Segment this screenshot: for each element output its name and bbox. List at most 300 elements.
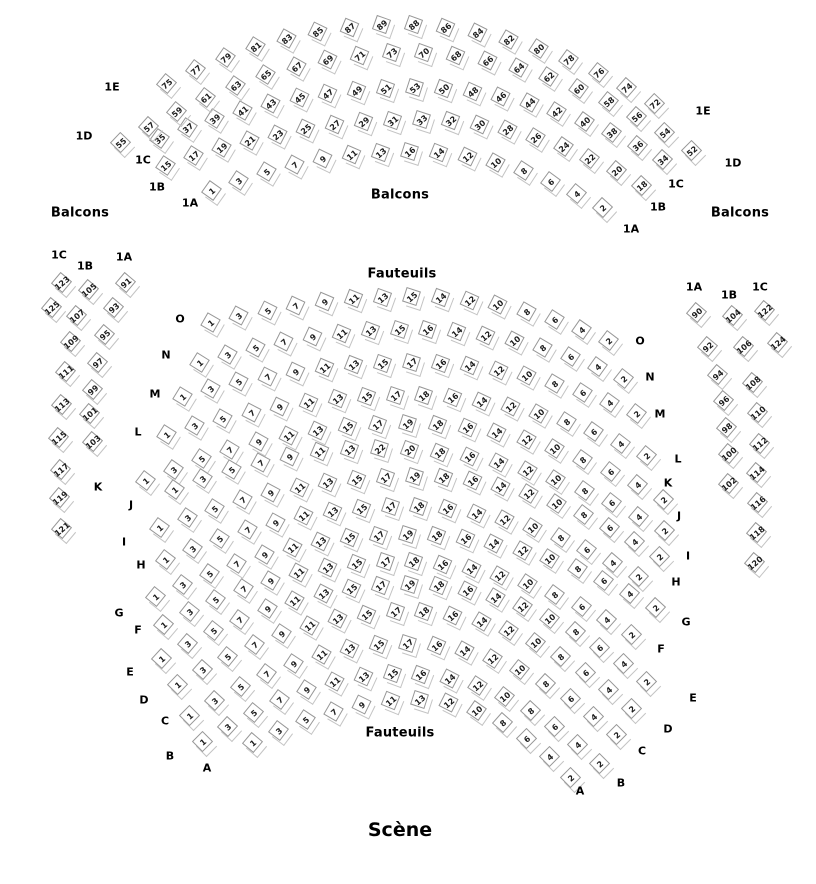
seat-side-right-1A-92[interactable] <box>700 339 716 355</box>
seat-orchestra-D-10[interactable] <box>528 635 544 651</box>
seat-orchestra-C-12[interactable] <box>485 651 501 667</box>
seat-orchestra-H-15[interactable] <box>354 501 370 517</box>
seat-balcony-1D-52[interactable] <box>684 143 700 159</box>
seat-orchestra-F-2[interactable] <box>624 627 640 643</box>
seat-orchestra-F-15[interactable] <box>349 556 365 572</box>
seat-orchestra-B-5[interactable] <box>246 705 262 721</box>
seat-orchestra-L-4[interactable] <box>613 436 629 452</box>
seat-balcony-1D-71[interactable] <box>352 48 368 64</box>
seat-balcony-1A-6[interactable] <box>543 174 559 190</box>
seat-orchestra-E-4[interactable] <box>616 656 632 672</box>
seat-side-right-1A-90[interactable] <box>689 305 705 321</box>
seat-orchestra-A-8[interactable] <box>495 715 511 731</box>
seat-orchestra-N-10[interactable] <box>507 333 523 349</box>
seat-orchestra-J-14[interactable] <box>491 455 507 471</box>
seat-orchestra-K-8[interactable] <box>575 452 591 468</box>
seat-orchestra-C-14[interactable] <box>457 643 473 659</box>
seat-balcony-1B-28[interactable] <box>500 122 516 138</box>
seat-balcony-1E-85[interactable] <box>310 24 326 40</box>
seat-balcony-1A-9[interactable] <box>315 151 331 167</box>
seat-orchestra-C-7[interactable] <box>259 666 275 682</box>
seat-balcony-1A-5[interactable] <box>259 164 275 180</box>
seat-orchestra-C-6[interactable] <box>563 691 579 707</box>
seat-orchestra-D-8[interactable] <box>553 649 569 665</box>
seat-side-left-1B-115[interactable] <box>51 430 67 446</box>
seat-balcony-1D-62[interactable] <box>541 69 557 85</box>
seat-orchestra-B-1[interactable] <box>195 734 211 750</box>
seat-orchestra-I-16[interactable] <box>465 473 481 489</box>
seat-orchestra-B-3[interactable] <box>220 719 236 735</box>
seat-side-left-1A-93[interactable] <box>106 300 122 316</box>
seat-orchestra-C-9[interactable] <box>286 656 302 672</box>
seat-orchestra-N-5[interactable] <box>248 340 264 356</box>
seat-orchestra-E-3[interactable] <box>180 636 196 652</box>
seat-orchestra-L-15[interactable] <box>359 389 375 405</box>
seat-orchestra-M-14[interactable] <box>462 358 478 374</box>
seat-orchestra-J-4[interactable] <box>631 509 647 525</box>
seat-orchestra-L-7[interactable] <box>244 405 260 421</box>
seat-orchestra-O-4[interactable] <box>574 322 590 338</box>
seat-orchestra-D-1[interactable] <box>170 677 186 693</box>
seat-balcony-1D-56[interactable] <box>629 109 645 125</box>
seat-orchestra-E-19[interactable] <box>402 577 418 593</box>
seat-balcony-1D-69[interactable] <box>320 52 336 68</box>
seat-side-left-1A-103[interactable] <box>85 434 101 450</box>
seat-orchestra-E-12[interactable] <box>515 599 531 615</box>
seat-orchestra-L-14[interactable] <box>474 394 490 410</box>
seat-orchestra-A-10[interactable] <box>469 703 485 719</box>
seat-orchestra-I-9[interactable] <box>263 485 279 501</box>
seat-orchestra-G-3[interactable] <box>175 577 191 593</box>
seat-orchestra-H-10[interactable] <box>525 520 541 536</box>
seat-orchestra-K-7[interactable] <box>222 442 238 458</box>
seat-orchestra-I-15[interactable] <box>349 472 365 488</box>
seat-balcony-1E-86[interactable] <box>438 20 454 36</box>
seat-orchestra-H-12[interactable] <box>497 512 513 528</box>
seat-orchestra-F-6[interactable] <box>574 599 590 615</box>
seat-orchestra-L-12[interactable] <box>503 399 519 415</box>
seat-side-left-1C-125[interactable] <box>44 300 60 316</box>
seat-orchestra-J-9[interactable] <box>282 449 298 465</box>
seat-orchestra-E-16[interactable] <box>460 583 476 599</box>
seat-orchestra-F-18[interactable] <box>406 554 422 570</box>
seat-orchestra-B-10[interactable] <box>497 689 513 705</box>
seat-orchestra-D-5[interactable] <box>220 649 236 665</box>
seat-balcony-1D-68[interactable] <box>448 48 464 64</box>
seat-side-left-1B-107[interactable] <box>69 308 85 324</box>
seat-balcony-1A-14[interactable] <box>431 145 447 161</box>
seat-balcony-1D-57[interactable] <box>141 119 157 135</box>
seat-balcony-1D-55[interactable] <box>113 135 129 151</box>
seat-orchestra-B-15[interactable] <box>385 666 401 682</box>
seat-orchestra-K-13[interactable] <box>310 423 326 439</box>
seat-orchestra-K-6[interactable] <box>603 464 619 480</box>
seat-orchestra-D-4[interactable] <box>601 682 617 698</box>
seat-side-right-1B-110[interactable] <box>750 405 766 421</box>
seat-orchestra-K-5[interactable] <box>194 451 210 467</box>
seat-orchestra-A-12[interactable] <box>441 695 457 711</box>
seat-orchestra-N-16[interactable] <box>420 322 436 338</box>
seat-side-left-1B-111[interactable] <box>58 364 74 380</box>
seat-side-left-1A-97[interactable] <box>90 355 106 371</box>
seat-orchestra-K-15[interactable] <box>340 419 356 435</box>
seat-orchestra-M-2[interactable] <box>629 406 645 422</box>
seat-orchestra-O-13[interactable] <box>375 290 391 306</box>
seat-orchestra-M-13[interactable] <box>346 357 362 373</box>
seat-side-left-1B-117[interactable] <box>53 462 69 478</box>
seat-orchestra-N-2[interactable] <box>616 371 632 387</box>
seat-orchestra-F-3[interactable] <box>182 604 198 620</box>
seat-orchestra-N-7[interactable] <box>276 334 292 350</box>
seat-orchestra-C-13[interactable] <box>342 641 358 657</box>
seat-side-left-1C-123[interactable] <box>54 275 70 291</box>
seat-orchestra-G-2[interactable] <box>648 600 664 616</box>
seat-orchestra-J-7[interactable] <box>253 455 269 471</box>
seat-orchestra-J-10[interactable] <box>548 472 564 488</box>
seat-orchestra-G-9[interactable] <box>257 547 273 563</box>
seat-orchestra-J-18[interactable] <box>432 445 448 461</box>
seat-balcony-1C-47[interactable] <box>320 86 336 102</box>
seat-orchestra-N-13[interactable] <box>363 323 379 339</box>
seat-orchestra-I-11[interactable] <box>292 480 308 496</box>
seat-orchestra-A-4[interactable] <box>542 749 558 765</box>
seat-orchestra-J-22[interactable] <box>372 441 388 457</box>
seat-orchestra-G-12[interactable] <box>515 543 531 559</box>
seat-orchestra-H-14[interactable] <box>469 506 485 522</box>
seat-orchestra-O-5[interactable] <box>260 303 276 319</box>
seat-orchestra-K-4[interactable] <box>630 477 646 493</box>
seat-orchestra-F-8[interactable] <box>547 587 563 603</box>
seat-orchestra-J-2[interactable] <box>657 523 673 539</box>
seat-orchestra-M-3[interactable] <box>203 381 219 397</box>
seat-orchestra-C-16[interactable] <box>429 638 445 654</box>
seat-orchestra-N-12[interactable] <box>478 328 494 344</box>
seat-side-left-1A-95[interactable] <box>97 327 113 343</box>
seat-orchestra-F-9[interactable] <box>263 573 279 589</box>
seat-orchestra-J-16[interactable] <box>462 449 478 465</box>
seat-orchestra-E-2[interactable] <box>639 674 655 690</box>
seat-orchestra-M-4[interactable] <box>602 395 618 411</box>
seat-orchestra-M-15[interactable] <box>375 356 391 372</box>
seat-balcony-1D-66[interactable] <box>480 53 496 69</box>
seat-orchestra-E-1[interactable] <box>154 651 170 667</box>
seat-orchestra-I-3[interactable] <box>180 510 196 526</box>
seat-orchestra-B-4[interactable] <box>570 737 586 753</box>
seat-balcony-1E-81[interactable] <box>248 39 264 55</box>
seat-orchestra-D-15[interactable] <box>359 607 375 623</box>
seat-orchestra-K-3[interactable] <box>166 462 182 478</box>
seat-side-right-1A-96[interactable] <box>716 393 732 409</box>
seat-orchestra-E-7[interactable] <box>232 612 248 628</box>
seat-side-right-1A-94[interactable] <box>710 367 726 383</box>
seat-side-left-1B-121[interactable] <box>54 521 70 537</box>
seat-orchestra-I-8[interactable] <box>576 507 592 523</box>
seat-orchestra-O-15[interactable] <box>404 289 420 305</box>
seat-orchestra-I-7[interactable] <box>235 492 251 508</box>
seat-orchestra-H-1[interactable] <box>158 552 174 568</box>
seat-orchestra-G-16[interactable] <box>458 531 474 547</box>
seat-orchestra-O-6[interactable] <box>547 312 563 328</box>
seat-orchestra-I-2[interactable] <box>652 549 668 565</box>
seat-orchestra-K-2[interactable] <box>656 492 672 508</box>
seat-balcony-1D-63[interactable] <box>228 78 244 94</box>
seat-orchestra-A-5[interactable] <box>298 712 314 728</box>
seat-orchestra-D-17[interactable] <box>388 604 404 620</box>
seat-balcony-1C-45[interactable] <box>292 90 308 106</box>
seat-orchestra-E-13[interactable] <box>316 586 332 602</box>
seat-balcony-1E-84[interactable] <box>470 25 486 41</box>
seat-balcony-1C-40[interactable] <box>577 114 593 130</box>
seat-orchestra-A-2[interactable] <box>563 770 579 786</box>
seat-balcony-1A-1[interactable] <box>204 183 220 199</box>
seat-orchestra-J-11[interactable] <box>312 444 328 460</box>
seat-orchestra-I-18[interactable] <box>436 470 452 486</box>
seat-balcony-1D-65[interactable] <box>258 67 274 83</box>
seat-orchestra-H-11[interactable] <box>296 508 312 524</box>
seat-balcony-1A-8[interactable] <box>516 163 532 179</box>
seat-orchestra-B-8[interactable] <box>523 703 539 719</box>
seat-orchestra-M-9[interactable] <box>288 364 304 380</box>
seat-orchestra-O-14[interactable] <box>433 290 449 306</box>
seat-balcony-1C-48[interactable] <box>465 84 481 100</box>
seat-orchestra-B-13[interactable] <box>356 669 372 685</box>
seat-orchestra-M-8[interactable] <box>547 376 563 392</box>
seat-balcony-1A-13[interactable] <box>373 145 389 161</box>
seat-orchestra-M-5[interactable] <box>231 374 247 390</box>
seat-orchestra-L-11[interactable] <box>301 395 317 411</box>
seat-orchestra-D-13[interactable] <box>330 611 346 627</box>
seat-orchestra-E-10[interactable] <box>542 611 558 627</box>
seat-side-right-1A-100[interactable] <box>721 446 737 462</box>
seat-orchestra-B-12[interactable] <box>470 678 486 694</box>
seat-orchestra-N-14[interactable] <box>449 324 465 340</box>
seat-orchestra-F-17[interactable] <box>378 554 394 570</box>
seat-orchestra-I-4[interactable] <box>627 534 643 550</box>
seat-orchestra-E-18[interactable] <box>431 578 447 594</box>
seat-balcony-1C-34[interactable] <box>655 152 671 168</box>
seat-orchestra-M-6[interactable] <box>575 385 591 401</box>
seat-balcony-1C-44[interactable] <box>522 95 538 111</box>
seat-side-right-1B-106[interactable] <box>736 339 752 355</box>
seat-balcony-1B-19[interactable] <box>214 140 230 156</box>
seat-orchestra-I-10[interactable] <box>549 496 565 512</box>
seat-balcony-1D-59[interactable] <box>169 104 185 120</box>
seat-orchestra-N-1[interactable] <box>192 355 208 371</box>
seat-balcony-1B-29[interactable] <box>356 114 372 130</box>
seat-orchestra-J-3[interactable] <box>195 471 211 487</box>
seat-balcony-1C-46[interactable] <box>493 89 509 105</box>
seat-orchestra-B-14[interactable] <box>442 671 458 687</box>
seat-balcony-1E-74[interactable] <box>619 80 635 96</box>
seat-balcony-1E-87[interactable] <box>342 20 358 36</box>
seat-orchestra-J-12[interactable] <box>520 463 536 479</box>
seat-balcony-1E-89[interactable] <box>374 17 390 33</box>
seat-balcony-1A-3[interactable] <box>231 173 247 189</box>
seat-orchestra-F-10[interactable] <box>520 576 536 592</box>
seat-orchestra-O-3[interactable] <box>231 308 247 324</box>
seat-side-right-1A-102[interactable] <box>721 476 737 492</box>
seat-balcony-1B-18[interactable] <box>634 178 650 194</box>
seat-orchestra-G-14[interactable] <box>486 536 502 552</box>
seat-balcony-1B-32[interactable] <box>443 113 459 129</box>
seat-orchestra-B-7[interactable] <box>272 692 288 708</box>
seat-orchestra-M-10[interactable] <box>519 368 535 384</box>
seat-balcony-1B-23[interactable] <box>270 127 286 143</box>
seat-side-left-1A-99[interactable] <box>85 382 101 398</box>
seat-orchestra-F-14[interactable] <box>464 561 480 577</box>
seat-orchestra-E-17[interactable] <box>373 578 389 594</box>
seat-orchestra-B-16[interactable] <box>413 667 429 683</box>
seat-orchestra-H-2[interactable] <box>631 569 647 585</box>
seat-balcony-1A-12[interactable] <box>460 149 476 165</box>
seat-orchestra-A-7[interactable] <box>326 704 342 720</box>
seat-orchestra-O-2[interactable] <box>601 333 617 349</box>
seat-balcony-1D-54[interactable] <box>657 125 673 141</box>
seat-balcony-1C-50[interactable] <box>436 81 452 97</box>
seat-orchestra-A-6[interactable] <box>519 731 535 747</box>
seat-side-right-1B-116[interactable] <box>750 495 766 511</box>
seat-side-left-1A-91[interactable] <box>118 275 134 291</box>
seat-orchestra-O-1[interactable] <box>203 315 219 331</box>
seat-orchestra-J-8[interactable] <box>577 483 593 499</box>
seat-side-right-1B-120[interactable] <box>747 555 763 571</box>
seat-orchestra-F-16[interactable] <box>435 557 451 573</box>
seat-orchestra-N-8[interactable] <box>535 340 551 356</box>
seat-balcony-1D-64[interactable] <box>511 60 527 76</box>
seat-balcony-1E-78[interactable] <box>561 52 577 68</box>
seat-orchestra-K-17[interactable] <box>370 417 386 433</box>
seat-balcony-1E-79[interactable] <box>218 50 234 66</box>
seat-balcony-1A-10[interactable] <box>488 155 504 171</box>
seat-balcony-1D-60[interactable] <box>571 81 587 97</box>
seat-balcony-1B-30[interactable] <box>472 117 488 133</box>
seat-balcony-1C-51[interactable] <box>378 81 394 97</box>
seat-orchestra-N-6[interactable] <box>563 349 579 365</box>
seat-orchestra-D-9[interactable] <box>274 626 290 642</box>
seat-orchestra-O-8[interactable] <box>519 304 535 320</box>
seat-orchestra-C-15[interactable] <box>371 637 387 653</box>
seat-orchestra-H-17[interactable] <box>383 499 399 515</box>
seat-balcony-1C-49[interactable] <box>349 83 365 99</box>
seat-orchestra-C-1[interactable] <box>182 708 198 724</box>
seat-orchestra-C-17[interactable] <box>400 636 416 652</box>
seat-orchestra-L-9[interactable] <box>272 399 288 415</box>
seat-side-left-1B-109[interactable] <box>63 334 79 350</box>
seat-side-left-1B-113[interactable] <box>54 397 70 413</box>
seat-orchestra-E-15[interactable] <box>344 581 360 597</box>
seat-side-right-1B-114[interactable] <box>749 465 765 481</box>
seat-orchestra-N-4[interactable] <box>590 359 606 375</box>
seat-orchestra-N-3[interactable] <box>220 347 236 363</box>
seat-orchestra-G-1[interactable] <box>148 589 164 605</box>
seat-balcony-1B-15[interactable] <box>158 158 174 174</box>
seat-side-right-1A-98[interactable] <box>719 420 735 436</box>
seat-orchestra-H-16[interactable] <box>440 501 456 517</box>
seat-side-right-1C-124[interactable] <box>770 335 786 351</box>
seat-orchestra-L-3[interactable] <box>187 418 203 434</box>
seat-balcony-1E-88[interactable] <box>406 17 422 33</box>
seat-side-left-1B-119[interactable] <box>52 490 68 506</box>
seat-orchestra-A-9[interactable] <box>354 697 370 713</box>
seat-orchestra-G-10[interactable] <box>542 551 558 567</box>
seat-orchestra-F-1[interactable] <box>156 617 172 633</box>
seat-orchestra-C-3[interactable] <box>207 693 223 709</box>
seat-balcony-1D-58[interactable] <box>601 94 617 110</box>
seat-balcony-1E-80[interactable] <box>531 41 547 57</box>
seat-orchestra-E-9[interactable] <box>260 601 276 617</box>
seat-balcony-1C-41[interactable] <box>235 103 251 119</box>
seat-orchestra-O-7[interactable] <box>288 298 304 314</box>
seat-balcony-1E-72[interactable] <box>647 96 663 112</box>
seat-orchestra-L-18[interactable] <box>416 388 432 404</box>
seat-orchestra-O-12[interactable] <box>462 293 478 309</box>
seat-orchestra-H-4[interactable] <box>605 555 621 571</box>
seat-orchestra-E-6[interactable] <box>592 640 608 656</box>
seat-orchestra-J-20[interactable] <box>402 442 418 458</box>
seat-orchestra-I-12[interactable] <box>521 486 537 502</box>
seat-balcony-1B-17[interactable] <box>186 148 202 164</box>
seat-orchestra-L-6[interactable] <box>586 424 602 440</box>
seat-orchestra-H-18[interactable] <box>411 499 427 515</box>
seat-orchestra-L-10[interactable] <box>531 406 547 422</box>
seat-balcony-1C-53[interactable] <box>407 80 423 96</box>
seat-orchestra-G-11[interactable] <box>285 540 301 556</box>
seat-orchestra-C-4[interactable] <box>586 709 602 725</box>
seat-orchestra-G-19[interactable] <box>400 527 416 543</box>
seat-orchestra-M-17[interactable] <box>404 355 420 371</box>
seat-balcony-1B-20[interactable] <box>609 163 625 179</box>
seat-balcony-1E-83[interactable] <box>279 31 295 47</box>
seat-side-right-1B-112[interactable] <box>752 436 768 452</box>
seat-orchestra-C-11[interactable] <box>314 647 330 663</box>
seat-orchestra-K-18[interactable] <box>430 417 446 433</box>
seat-orchestra-M-12[interactable] <box>491 363 507 379</box>
seat-orchestra-D-18[interactable] <box>416 604 432 620</box>
seat-orchestra-B-6[interactable] <box>547 719 563 735</box>
seat-orchestra-G-4[interactable] <box>622 586 638 602</box>
seat-orchestra-H-8[interactable] <box>553 530 569 546</box>
seat-orchestra-N-15[interactable] <box>392 322 408 338</box>
seat-side-right-1B-118[interactable] <box>749 525 765 541</box>
seat-orchestra-F-12[interactable] <box>492 568 508 584</box>
seat-orchestra-G-6[interactable] <box>596 573 612 589</box>
seat-orchestra-H-13[interactable] <box>325 504 341 520</box>
seat-orchestra-D-2[interactable] <box>624 701 640 717</box>
seat-orchestra-K-11[interactable] <box>281 428 297 444</box>
seat-orchestra-C-10[interactable] <box>512 662 528 678</box>
seat-orchestra-E-5[interactable] <box>206 623 222 639</box>
seat-balcony-1C-42[interactable] <box>549 104 565 120</box>
seat-orchestra-G-17[interactable] <box>371 528 387 544</box>
seat-orchestra-I-19[interactable] <box>407 469 423 485</box>
seat-orchestra-H-3[interactable] <box>185 541 201 557</box>
seat-orchestra-M-7[interactable] <box>260 369 276 385</box>
seat-orchestra-L-1[interactable] <box>159 427 175 443</box>
seat-balcony-1A-2[interactable] <box>595 200 611 216</box>
seat-orchestra-C-2[interactable] <box>609 727 625 743</box>
seat-orchestra-I-17[interactable] <box>378 470 394 486</box>
seat-balcony-1B-33[interactable] <box>414 112 430 128</box>
seat-balcony-1B-27[interactable] <box>327 117 343 133</box>
seat-orchestra-K-12[interactable] <box>519 432 535 448</box>
seat-orchestra-H-6[interactable] <box>579 542 595 558</box>
seat-orchestra-N-9[interactable] <box>305 329 321 345</box>
seat-balcony-1B-25[interactable] <box>298 121 314 137</box>
seat-balcony-1C-39[interactable] <box>207 111 223 127</box>
seat-orchestra-H-7[interactable] <box>240 522 256 538</box>
seat-orchestra-G-7[interactable] <box>229 556 245 572</box>
seat-orchestra-A-1[interactable] <box>245 735 261 751</box>
